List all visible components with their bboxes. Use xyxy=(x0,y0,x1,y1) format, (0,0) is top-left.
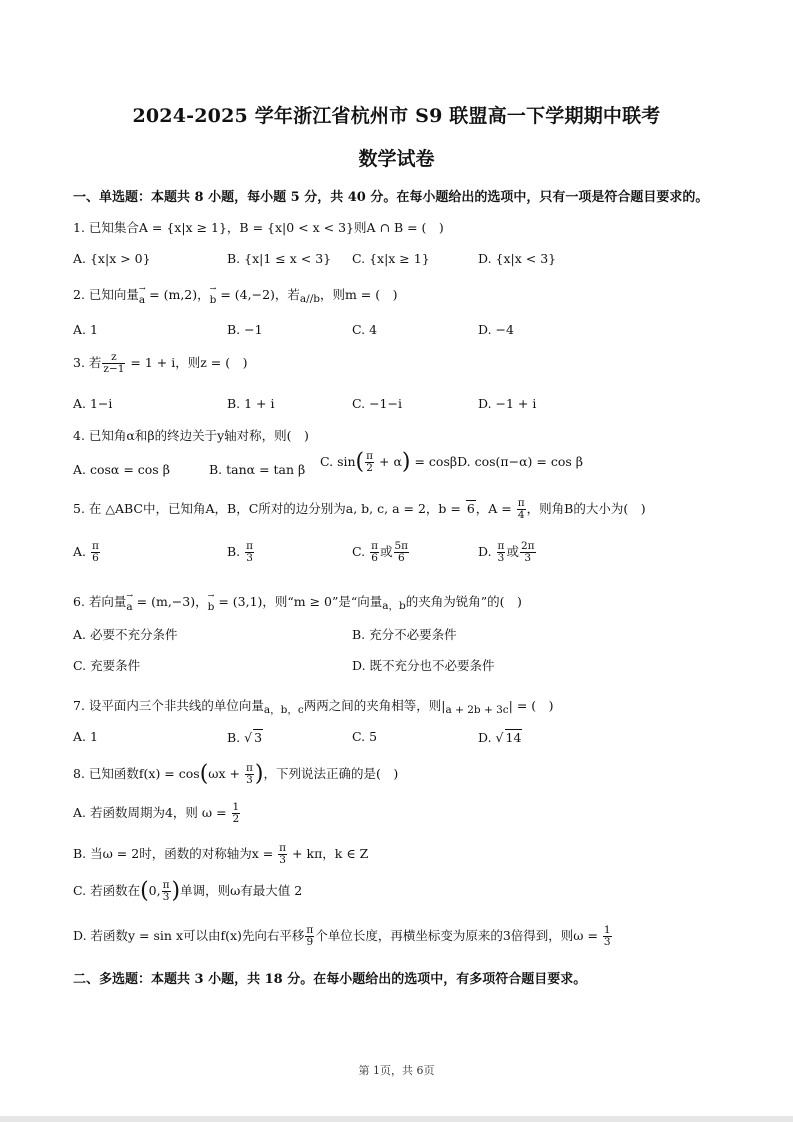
question-3-option-d: D. −1 + i xyxy=(478,396,537,411)
page-footer: 第 1页，共 6页 xyxy=(358,1064,435,1077)
question-2-stem: 2. 已知向量→ a = (m,2)，→ b = (4,−2)，若$_{a//b}$，则m = ( ) xyxy=(73,285,398,306)
question-2-option-d: D. −4 xyxy=(478,322,514,337)
question-7-option-a: A. 1 xyxy=(73,729,98,744)
question-2-option-b: B. −1 xyxy=(227,322,263,337)
question-3-option-c: C. −1−i xyxy=(352,396,402,411)
question-5-stem: 5. 在 △ABC中，已知角A，B，C所对的边分别为a, b, c, a = 2，b = 6，A = $\frac{\pi}{4}$ ，则角B的大小为( ) xyxy=(73,497,646,522)
question-6-stem: 6. 若向量→ a = (m,−3)，→ b = (3,1)，则“m ≥ 0”是“向量$_{a,b}$的夹角为锐角”的( ) xyxy=(73,592,522,613)
vector-b: → b xyxy=(210,290,217,306)
question-1-stem: 1. 已知集合A = {x|x ≥ 1}，B = {x|0 < x < 3}则A ∩ B = ( ) xyxy=(73,220,444,235)
question-5-option-d: D. $\frac{\pi}{3}$ 或 $\frac{2\pi}{3}$ xyxy=(478,540,535,565)
question-2-option-c: C. 4 xyxy=(352,322,378,337)
question-5-option-c: C. $\frac{\pi}{6}$ 或 $\frac{5\pi}{6}$ xyxy=(352,540,409,565)
section-multi-choice-header: 二、多选题：本题共 3 小题，共 18 分。在每小题给出的选项中，有多项符合题目要求。 xyxy=(73,972,587,987)
question-1-option-d: D. {x|x < 3} xyxy=(478,251,557,266)
page-bottom-bar xyxy=(0,1116,793,1122)
question-6-option-d: D. 既不充分也不必要条件 xyxy=(352,658,495,673)
question-4-stem: 4. 已知角α和β的终边关于y轴对称，则( ) xyxy=(73,428,309,443)
question-8-option-b: B. 当ω = 2时，函数的对称轴为x = $\frac{\pi}{3}$ + kπ，k ∈ Z xyxy=(73,842,369,867)
question-1-option-b: B. {x|1 ≤ x < 3} xyxy=(227,251,332,266)
question-5-option-b: B. $\frac{\pi}{3}$ xyxy=(227,540,254,565)
question-7-option-d: D. √ 14 xyxy=(478,730,522,745)
question-4-option-c-d: C. sin( $\frac{\pi}{2}$ + α) = cosβD. cos(π−α) = cos β xyxy=(320,449,583,475)
section-single-choice-header: 一、单选题：本题共 8 小题，每小题 5 分，共 40 分。在每小题给出的选项中，只有一项是符合题目要求的。 xyxy=(73,190,709,205)
question-6-option-b: B. 充分不必要条件 xyxy=(352,627,457,642)
question-4-option-a: A. cosα = cos β xyxy=(73,462,170,477)
question-4-option-b: B. tanα = tan β xyxy=(209,462,306,477)
question-8-option-c: C. 若函数在(0, $\frac{\pi}{3}$ )单调，则ω有最大值 2 xyxy=(73,878,303,904)
question-3-stem: 3. 若 $\frac{z}{z-1}$ = 1 + i，则z = ( ) xyxy=(73,351,248,376)
question-7-option-b: B. √ 3 xyxy=(227,730,263,745)
question-8-option-a: A. 若函数周期为4，则 ω = $\frac{1}{2}$ xyxy=(73,801,240,826)
sqrt: 6 xyxy=(466,501,475,517)
question-3-option-a: A. 1−i xyxy=(73,396,113,411)
question-7-stem: 7. 设平面内三个非共线的单位向量$_{a,b,c}$两两之间的夹角相等，则$|_{a + 2b + 3c}|$ = ( ) xyxy=(73,698,554,716)
exam-title: 2024-2025 学年浙江省杭州市 S9 联盟高一下学期期中联考 xyxy=(132,105,661,127)
question-8-option-d: D. 若函数y = sin x可以由f(x)先向右平移 $\frac{\pi}{9}$ 个单位长度，再横坐标变为原来的3倍得到，则ω = $\frac{1}{3}$ xyxy=(73,924,611,949)
question-6-option-c: C. 充要条件 xyxy=(73,658,141,673)
question-8-stem: 8. 已知函数f(x) = cos(ωx + $\frac{\pi}{3}$ )，下列说法正确的是( ) xyxy=(73,761,399,787)
question-1-option-a: A. {x|x > 0} xyxy=(73,251,151,266)
exam-subtitle: 数学试卷 xyxy=(358,148,435,170)
question-2-option-a: A. 1 xyxy=(73,322,98,337)
question-5-option-a: A. $\frac{\pi}{6}$ xyxy=(73,540,99,565)
fraction: $\frac{z}{z-1}$ xyxy=(103,351,125,376)
question-1-option-c: C. {x|x ≥ 1} xyxy=(352,251,430,266)
question-3-option-b: B. 1 + i xyxy=(227,396,275,411)
question-6-option-a: A. 必要不充分条件 xyxy=(73,627,178,642)
vector-a: → a xyxy=(139,290,145,306)
question-7-option-c: C. 5 xyxy=(352,729,378,744)
